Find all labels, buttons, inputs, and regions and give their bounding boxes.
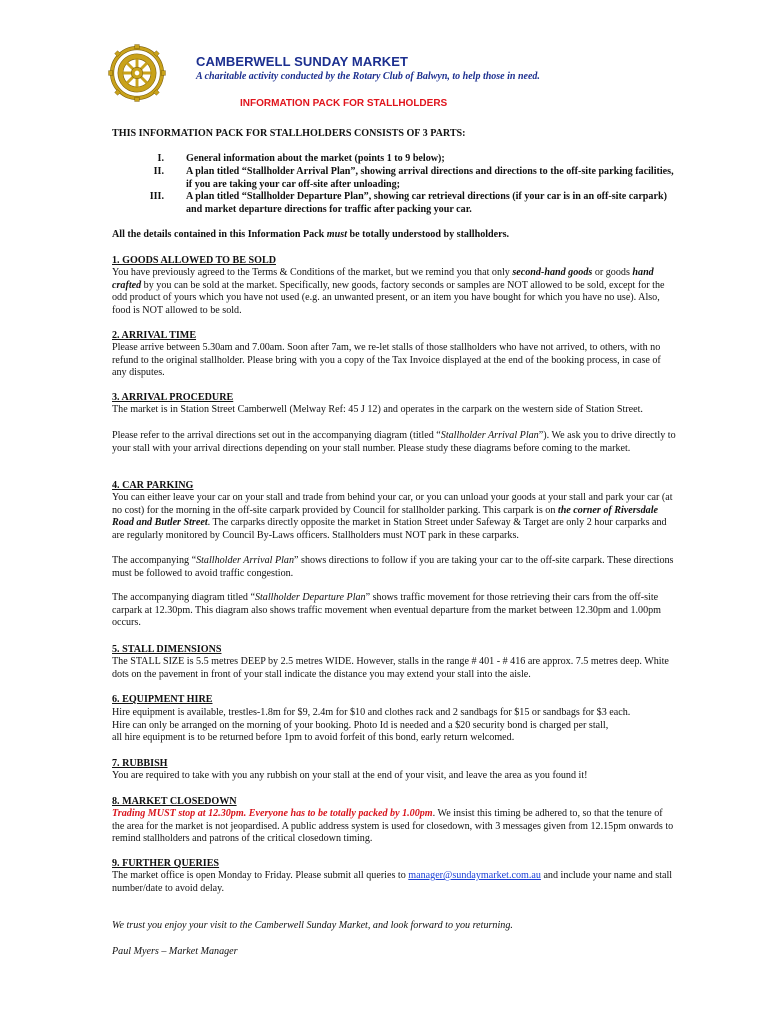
closing-line: We trust you enjoy your visit to the Camberwell Sunday Market, and look forward to you returning.	[112, 920, 513, 931]
closedown-warning: Trading MUST stop at 12.30pm. Everyone has to be totally packed by 1.00pm	[112, 808, 433, 819]
section-6-line-3: all hire equipment is to be returned before 1pm to avoid forfeit of this bond, early return welcomed.	[112, 732, 515, 743]
section-4-text-1: You can either leave your car on your stall and trade from behind your car, or you can unload your goods at your stall and park your car (at no cost) for the morning in the off-site carpark provided by Council for stallholder parking. This carpark is on the corner of Riversdale Road and Butler Street. The carparks directly opposite the market in Station Street under Safeway & Target are only 2 hour carparks and are regularly monitored by Council By-Laws officers. Stallholders must NOT park in these carparks.	[112, 492, 673, 541]
understand-note: All the details contained in this Information Pack must be totally understood by stallholders.	[112, 229, 510, 240]
section-1-text: You have previously agreed to the Terms & Conditions of the market, but we remind you that only second-hand goods or goods hand crafted by you can be sold at the market. Specifically, new goods, factory seconds or samples are NOT allowed to be sold, except for the odd product of yours which you have not used (e.g. an unwanted present, or an item you have bought for which you have no use). Also, food is NOT allowed to be sold.	[112, 267, 665, 316]
must-emphasis: must	[326, 229, 347, 240]
section-6-heading: 6. EQUIPMENT HIRE	[112, 694, 213, 705]
section-8-heading: 8. MARKET CLOSEDOWN	[112, 796, 237, 807]
part-text: A plan titled “Stallholder Arrival Plan”, showing arrival directions and directions to the off-site parking facilities, if you are taking your car off-site after unloading;	[186, 166, 674, 190]
part-text: General information about the market (points 1 to 9 below);	[186, 153, 445, 164]
part-text: A plan titled “Stallholder Departure Plan”, showing car retrieval directions (if your car is in an off-site carpark) and market departure directions for traffic after packing your car.	[186, 191, 667, 215]
rotary-wheel-icon	[108, 44, 166, 102]
section-3-text-2: Please refer to the arrival directions set out in the accompanying diagram (titled “Stallholder Arrival Plan”). We ask you to drive directly to your stall with your arrival directions depending on your stall number. Please study these diagrams before coming to the market.	[112, 430, 676, 454]
signature-line: Paul Myers – Market Manager	[112, 946, 238, 957]
section-1-heading: 1. GOODS ALLOWED TO BE SOLD	[112, 255, 276, 266]
section-4-text-3: The accompanying diagram titled “Stallholder Departure Plan” shows traffic movement for those retrieving their cars from the off-site carpark at 12.30pm. This diagram also shows traffic movement when eventual departure from the market between 12.30pm and 1.00pm occurs.	[112, 592, 662, 629]
section-8-text: Trading MUST stop at 12.30pm. Everyone has to be totally packed by 1.00pm. We insist this timing be adhered to, so that the tenure of the area for the market is not jeopardised. A public address system is used for closedown, with 3 messages given from 12.15pm onwards to remind stallholders and patrons of the critical closedown timing.	[112, 808, 674, 845]
email-link[interactable]: manager@sundaymarket.com.au	[408, 870, 541, 881]
intro-heading: THIS INFORMATION PACK FOR STALLHOLDERS CONSISTS OF 3 PARTS:	[112, 128, 466, 139]
section-3-text-1: The market is in Station Street Camberwell (Melway Ref: 45 J 12) and operates in the carpark on the western side of Station Street.	[112, 404, 643, 415]
section-2-heading: 2. ARRIVAL TIME	[112, 330, 197, 341]
section-3-heading: 3. ARRIVAL PROCEDURE	[112, 392, 234, 403]
section-5-text: The STALL SIZE is 5.5 metres DEEP by 2.5 metres WIDE. However, stalls in the range # 401 - # 416 are approx. 7.5 metres deep. White dots on the pavement in front of your stall indicate the distance you may extend your stall into the aisle.	[112, 656, 669, 680]
section-6-line-2: Hire can only be arranged on the morning of your booking. Photo Id is needed and a $20 security bond is charged per stall,	[112, 720, 609, 731]
section-6-line-1: Hire equipment is available, trestles-1.8m for $9, 2.4m for $10 and clothes rack and 2 sandbags for $15 or sandbags for $3 each.	[112, 707, 631, 718]
part-number: I.	[157, 153, 164, 164]
part-number: II.	[153, 166, 164, 177]
section-4-text-2: The accompanying “Stallholder Arrival Plan” shows directions to follow if you are taking your car to the off-site carpark. These directions must be followed to avoid traffic congestion.	[112, 555, 674, 579]
section-9-text: The market office is open Monday to Friday. Please submit all queries to manager@sundaymarket.com.au and include your name and stall number/date to avoid delay.	[112, 870, 673, 894]
section-7-heading: 7. RUBBISH	[112, 758, 168, 769]
section-5-heading: 5. STALL DIMENSIONS	[112, 644, 222, 655]
page-title: CAMBERWELL SUNDAY MARKET	[196, 54, 409, 69]
page-subtitle: A charitable activity conducted by the Rotary Club of Balwyn, to help those in need.	[196, 71, 540, 82]
part-number: III.	[149, 191, 164, 202]
section-7-text: You are required to take with you any rubbish on your stall at the end of your visit, and leave the area as you found it!	[112, 770, 588, 781]
section-2-text: Please arrive between 5.30am and 7.00am. Soon after 7am, we re-let stalls of those stallholders who have not arrived, to others, with no refund to the original stallholder. Please bring with you a copy of the Tax Invoice displayed at the end of the booking process, in case of any disputes.	[112, 342, 661, 379]
section-4-heading: 4. CAR PARKING	[112, 480, 194, 491]
section-9-heading: 9. FURTHER QUERIES	[112, 858, 220, 869]
pack-title: INFORMATION PACK FOR STALLHOLDERS	[240, 98, 448, 109]
